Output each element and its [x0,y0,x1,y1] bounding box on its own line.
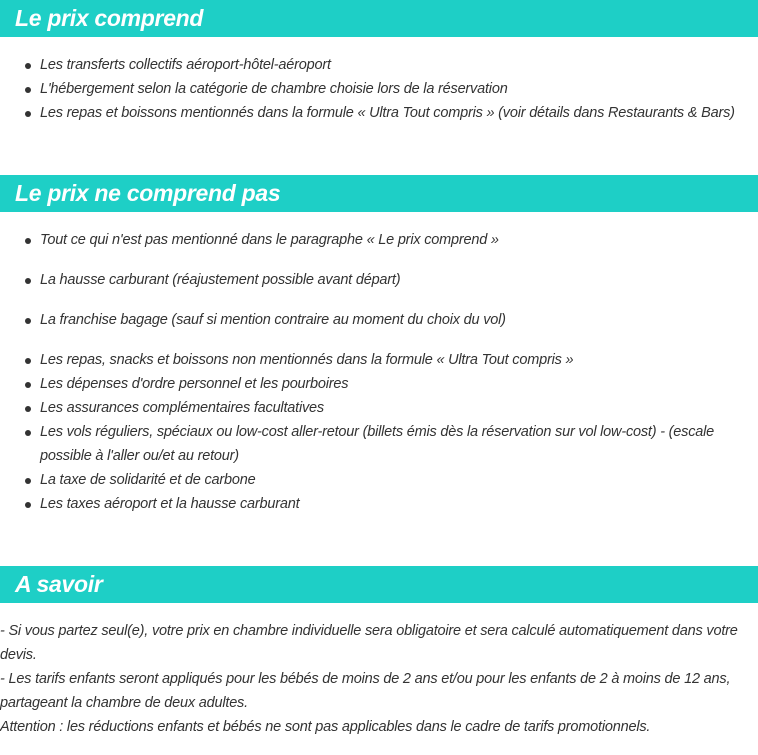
included-item-text: Les transferts collectifs aéroport-hôtel-aéroport [40,57,331,73]
included-item [40,53,745,77]
bullet-icon [25,430,31,436]
bullet-icon [25,238,31,244]
bullet-icon [25,318,31,324]
excluded-item-text: La hausse carburant (réajustement possible avant départ) [40,272,401,288]
excluded-item-text: Les vols réguliers, spéciaux ou low-cost aller-retour (billets émis dès la réservation sur vol low-cost) - (escale possible à l'aller ou/et au retour) [40,424,715,464]
excluded-item [40,372,745,396]
excluded-item [40,268,745,292]
excluded-item [40,308,745,332]
included-item [40,101,745,125]
excluded-item-text: Tout ce qui n'est pas mentionné dans le paragraphe « Le prix comprend » [40,232,499,248]
bullet-icon [25,478,31,484]
included-item-text: L'hébergement selon la catégorie de chambre choisie lors de la réservation [40,81,508,97]
included-item-text: Les repas et boissons mentionnés dans la formule « Ultra Tout compris » (voir détails dans Restaurants & Bars) [40,105,735,121]
bullet-icon [25,278,31,284]
bullet-icon [25,63,31,69]
section-header-included: Le prix comprend [0,0,758,37]
section-header-info: A savoir [0,566,758,603]
excluded-item-text: La taxe de solidarité et de carbone [40,472,256,488]
excluded-item-text: Les assurances complémentaires facultatives [40,400,324,416]
bullet-icon [25,406,31,412]
bullet-icon [25,382,31,388]
excluded-item [40,420,745,468]
excluded-item [40,492,745,516]
excluded-item-text: Les repas, snacks et boissons non mentionnés dans la formule « Ultra Tout compris » [40,352,574,368]
bullet-icon [25,358,31,364]
excluded-item-text: Les taxes aéroport et la hausse carburant [40,496,300,512]
excluded-item-text: La franchise bagage (sauf si mention contraire au moment du choix du vol) [40,312,506,328]
bullet-icon [25,111,31,117]
excluded-item [40,228,745,252]
info-paragraph: Attention : les réductions enfants et bébés ne sont pas applicables dans le cadre de tarifs promotionnels. [0,719,651,735]
included-item [40,77,745,101]
excluded-item [40,348,745,372]
info-paragraph: - Si vous partez seul(e), votre prix en chambre individuelle sera obligatoire et sera calculé automatiquement dans votre devis. [0,623,738,663]
info-paragraph: - Les tarifs enfants seront appliqués pour les bébés de moins de 2 ans et/ou pour les enfants de 2 à moins de 12 ans, partageant la chambre de deux adultes. [0,671,731,711]
bullet-icon [25,502,31,508]
bullet-icon [25,87,31,93]
excluded-item [40,396,745,420]
excluded-item-text: Les dépenses d'ordre personnel et les pourboires [40,376,349,392]
excluded-item [40,468,745,492]
section-header-excluded: Le prix ne comprend pas [0,175,758,212]
